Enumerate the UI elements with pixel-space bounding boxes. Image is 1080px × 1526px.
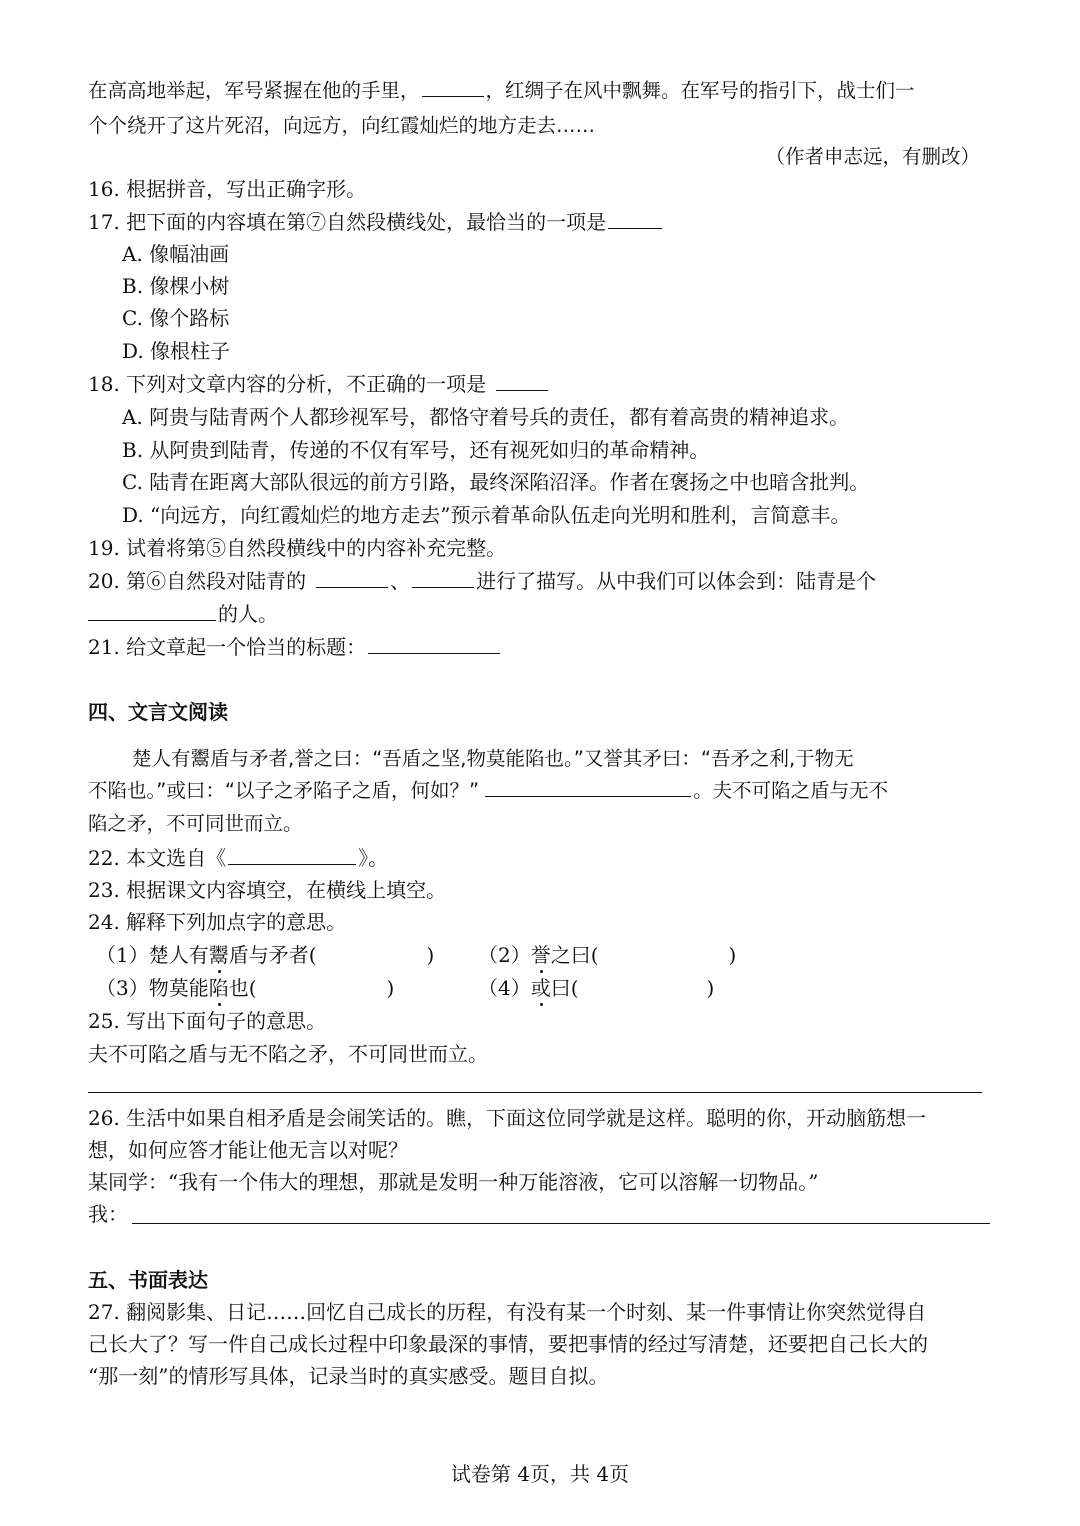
question-24-stem: 24. 解释下列加点字的意思。 xyxy=(88,910,347,934)
q18-option-b: B. 从阿贵到陆青，传递的不仅有军号，还有视死如归的革命精神。 xyxy=(122,438,710,462)
q24-item-1: （1）楚人有鬻盾与矛者( ) xyxy=(96,943,435,967)
answer-blank-21[interactable] xyxy=(368,633,500,654)
q17-option-b: B. 像棵小树 xyxy=(122,274,230,298)
classical-text-line-1: 楚人有鬻盾与矛者,誉之曰：“吾盾之坚,物莫能陷也。”又誉其矛曰：“吾矛之利,于物无 xyxy=(132,747,854,770)
question-17-stem: 17. 把下面的内容填在第⑦自然段横线处，最恰当的一项是 xyxy=(88,207,664,237)
page-footer: 试卷第 4页，共 4页 xyxy=(450,1462,630,1486)
question-18-stem: 18. 下列对文章内容的分析，不正确的一项是 xyxy=(88,369,550,399)
passage-line-2: 个个绕开了这片死沼，向远方，向红霞灿烂的地方走去…… xyxy=(88,114,596,137)
question-27-line-2: 己长大了？写一件自己成长过程中印象最深的事情，要把事情的经过写清楚，还要把自己长大的 xyxy=(88,1332,928,1356)
question-16: 16. 根据拼音，写出正确字形。 xyxy=(88,177,367,201)
question-23: 23. 根据课文内容填空，在横线上填空。 xyxy=(88,878,447,902)
answer-blank-20-b[interactable] xyxy=(412,567,474,588)
question-26-line-2: 想，如何应答才能让他无言以对呢？ xyxy=(88,1138,408,1162)
answer-line-26[interactable] xyxy=(132,1223,990,1224)
passage-line-1: 在高高地举起，军号紧握在他的手里， ，红绸子在风中飘舞。在军号的指引下，战士们一 xyxy=(88,76,915,106)
question-20-line-1: 20. 第⑥自然段对陆青的 、 进行了描写。从中我们可以体会到：陆青是个 xyxy=(88,569,877,593)
question-26-line-4: 我： xyxy=(88,1202,128,1226)
q17-option-c: C. 像个路标 xyxy=(122,306,230,330)
answer-blank-18[interactable] xyxy=(496,370,548,391)
classical-text-line-2: 不陷也。”或曰：“以子之矛陷子之盾，何如？” 。夫不可陷之盾与无不 xyxy=(88,776,888,806)
question-22: 22. 本文选自《 》。 xyxy=(88,846,389,870)
q18-option-c: C. 陆青在距离大部队很远的前方引路，最终深陷沼泽。作者在褒扬之中也暗含批判。 xyxy=(122,470,870,494)
question-20-line-2: 的人。 xyxy=(88,599,278,629)
question-21: 21. 给文章起一个恰当的标题： xyxy=(88,632,502,662)
question-25-stem: 25. 写出下面句子的意思。 xyxy=(88,1009,327,1033)
answer-blank-20-a[interactable] xyxy=(316,567,388,588)
answer-line-25[interactable] xyxy=(88,1092,982,1093)
section-5-title: 五、书面表达 xyxy=(88,1268,208,1292)
passage-source: （作者申志远，有删改） xyxy=(765,145,980,168)
q24-item-4: （4）或曰( ) xyxy=(478,976,715,1000)
q17-option-a: A. 像幅油画 xyxy=(122,242,230,266)
question-27-line-3: “那一刻”的情形写具体，记录当时的真实感受。题目自拟。 xyxy=(88,1364,609,1388)
answer-blank-17[interactable] xyxy=(608,208,662,229)
question-26-line-1: 26. 生活中如果自相矛盾是会闹笑话的。瞧，下面这位同学就是这样。聪明的你，开动脑筋想一 xyxy=(88,1106,927,1130)
question-19: 19. 试着将第⑤自然段横线中的内容补充完整。 xyxy=(88,536,507,560)
q18-option-d: D. “向远方，向红霞灿烂的地方走去”预示着革命队伍走向光明和胜利，言简意丰。 xyxy=(122,503,851,527)
classical-text-blank[interactable] xyxy=(485,776,691,797)
q24-item-2: （2）誉之曰( ) xyxy=(478,943,737,967)
question-25-sentence: 夫不可陷之盾与无不陷之矛，不可同世而立。 xyxy=(88,1042,488,1066)
section-4-title: 四、文言文阅读 xyxy=(88,700,228,724)
q18-option-a: A. 阿贵与陆青两个人都珍视军号，都恪守着号兵的责任，都有着高贵的精神追求。 xyxy=(122,405,850,429)
classical-text-line-3: 陷之矛，不可同世而立。 xyxy=(88,812,303,835)
q24-item-3: （3）物莫能陷也( ) xyxy=(96,976,395,1000)
question-26-line-3: 某同学：“我有一个伟大的理想，那就是发明一种万能溶液，它可以溶解一切物品。” xyxy=(88,1170,819,1194)
answer-blank-20-c[interactable] xyxy=(88,600,216,621)
question-27-line-1: 27. 翻阅影集、日记……回忆自己成长的历程，有没有某一个时刻、某一件事情让你突然觉得自 xyxy=(88,1300,927,1324)
q17-option-d: D. 像根柱子 xyxy=(122,339,231,363)
passage-blank xyxy=(422,76,484,97)
answer-blank-22[interactable] xyxy=(228,844,356,865)
